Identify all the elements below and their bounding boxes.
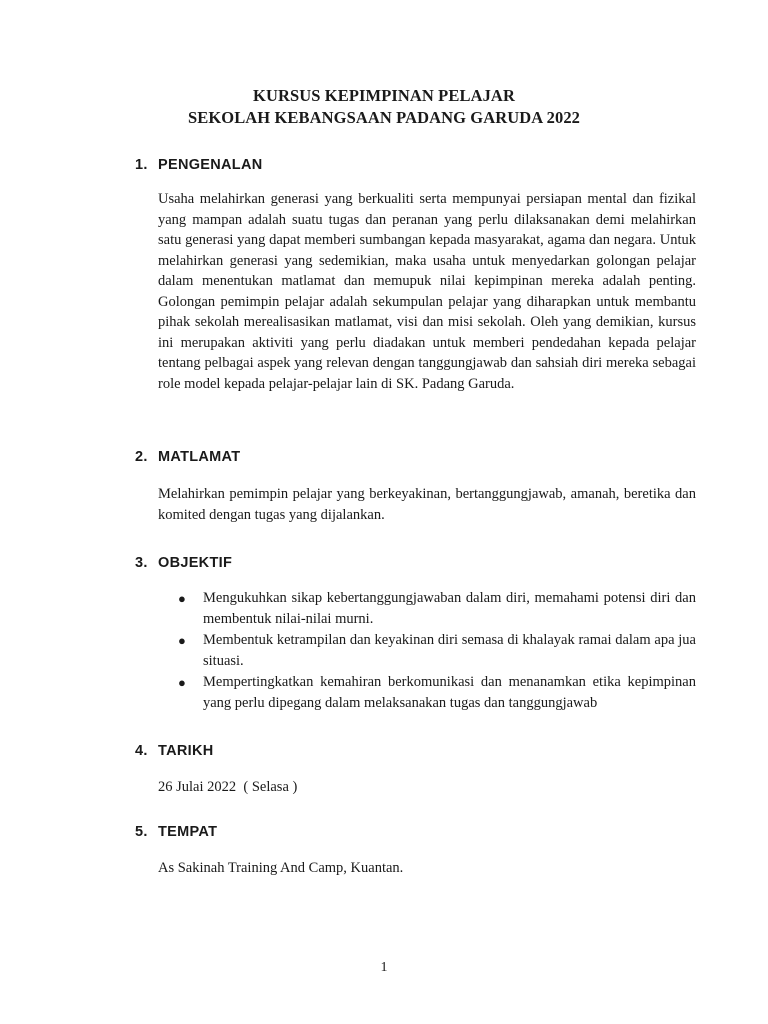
page-number: 1 [380, 960, 388, 975]
objective-item [158, 672, 696, 714]
section-heading-objektif [135, 555, 232, 571]
section-body-matlamat: Melahirkan pemimpin pelajar yang berkeyakinan, bertanggungjawab, amanah, beretika dan komited dengan tugas yang dijalankan. [158, 486, 696, 523]
section-number: 1. [135, 157, 148, 173]
section-heading-tarikh [135, 743, 214, 759]
objective-text: Mengukuhkan sikap kebertanggungjawaban dalam diri, memahami potensi diri dan membentuk nilai-nilai murni. [203, 590, 696, 627]
section-title: OBJEKTIF [158, 555, 233, 571]
bullet-icon: ● [178, 633, 186, 648]
section-body-pengenalan: Usaha melahirkan generasi yang berkualiti serta mempunyai persiapan mental dan fizikal yang mampan adalah suatu tugas dan peranan yang perlu dilaksanakan demi melahirkan satu generasi yang dapat memberi sumbangan kepada masyarakat, agama dan negara. Untuk melahirkan generasi yang sedemikian, maka usaha untuk menyedarkan golongan pelajar dalam menentukan matlamat dan memupuk nilai kepimpinan mereka adalah penting. Golongan pemimpin pelajar adalah sekumpulan pelajar yang diharapkan untuk membantu pihak sekolah merealisasikan matlamat, visi dan misi sekolah. Oleh yang demikian, kursus ini merupakan aktiviti yang perlu diadakan untuk memberi pendedahan kepada pelajar tentang pelbagai aspek yang relevan dengan tanggungjawab dan sahsiah diri mereka sebagai role model kepada pelajar-pelajar lain di SK. Padang Garuda. [158, 191, 696, 392]
bullet-icon: ● [178, 591, 186, 606]
document-title-line-2: SEKOLAH KEBANGSAAN PADANG GARUDA 2022 [187, 108, 581, 127]
section-title: TARIKH [158, 743, 214, 759]
objective-text: Membentuk ketrampilan dan keyakinan diri semasa di khalayak ramai dalam apa jua situasi. [203, 632, 696, 669]
objective-item [158, 630, 696, 672]
section-number: 5. [135, 824, 148, 840]
bullet-icon: ● [178, 675, 186, 690]
section-number: 2. [135, 449, 148, 465]
section-title: MATLAMAT [158, 449, 241, 465]
section-number: 4. [135, 743, 148, 759]
objective-item [158, 588, 696, 630]
section-body-tempat: As Sakinah Training And Camp, Kuantan. [158, 860, 404, 876]
objective-text: Mempertingkatkan kemahiran berkomunikasi dan menanamkan etika kepimpinan yang perlu dipegang dalam melaksanakan tugas dan tanggungjawab [203, 674, 696, 711]
section-title: TEMPAT [158, 824, 218, 840]
document-title-line-1: KURSUS KEPIMPINAN PELAJAR [253, 86, 515, 105]
objective-list [158, 588, 696, 714]
section-title: PENGENALAN [158, 157, 263, 173]
section-heading-tempat [135, 824, 217, 840]
section-heading-pengenalan [135, 157, 263, 173]
section-heading-matlamat [135, 449, 240, 465]
section-number: 3. [135, 555, 148, 571]
section-body-tarikh: 26 Julai 2022 ( Selasa ) [158, 779, 298, 795]
